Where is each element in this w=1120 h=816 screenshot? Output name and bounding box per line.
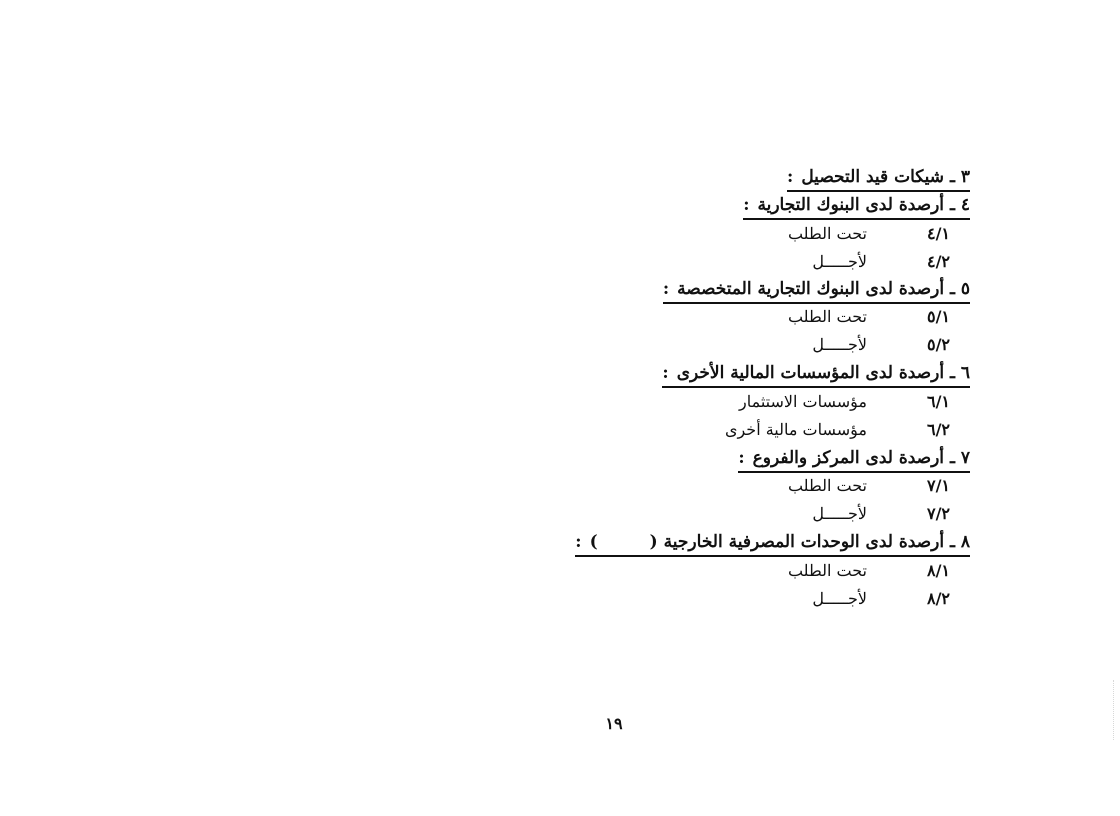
section-7-heading <box>738 447 970 473</box>
section-8-blank <box>590 531 658 553</box>
section-5-title: ٥ ـ أرصدة لدى البنوك التجارية المتخصصة <box>677 279 970 299</box>
item-label: مؤسسات الاستثمار <box>738 392 867 411</box>
list-item <box>700 474 960 498</box>
item-number: ٧/٢ <box>926 504 950 523</box>
item-label: لأجـــــل <box>812 504 867 523</box>
section-4-colon: : <box>743 195 750 215</box>
list-item <box>700 390 960 414</box>
item-label: مؤسسات مالية أخرى <box>724 420 867 439</box>
list-item <box>700 305 960 329</box>
list-item <box>700 587 960 611</box>
item-label: لأجـــــل <box>812 589 867 608</box>
item-label: تحت الطلب <box>787 307 867 326</box>
list-item <box>700 222 960 246</box>
item-number: ٨/١ <box>926 561 950 580</box>
item-number: ٧/١ <box>926 476 950 495</box>
section-5-colon: : <box>662 279 670 299</box>
list-item <box>700 333 960 357</box>
item-number: ٦/٢ <box>926 420 950 439</box>
item-label: تحت الطلب <box>787 561 867 580</box>
item-number: ٨/٢ <box>926 589 950 608</box>
section-4-title: ٤ ـ أرصدة لدى البنوك التجارية <box>757 195 970 215</box>
item-number: ٤/١ <box>926 224 950 243</box>
item-label: تحت الطلب <box>787 224 867 243</box>
section-7-title: ٧ ـ أرصدة لدى المركز والفروع <box>752 448 970 468</box>
section-3-heading <box>787 166 970 192</box>
section-6-title: ٦ ـ أرصدة لدى المؤسسات المالية الأخرى <box>676 363 970 383</box>
section-4-heading <box>743 194 970 220</box>
scan-margin-marks <box>1111 680 1114 740</box>
item-label: تحت الطلب <box>787 476 867 495</box>
section-3-title: ٣ ـ شيكات قيد التحصيل <box>801 167 970 187</box>
paren-close: ) <box>589 532 598 552</box>
item-number: ٥/١ <box>926 307 950 326</box>
item-number: ٥/٢ <box>926 335 950 354</box>
list-item <box>700 250 960 274</box>
section-6-colon: : <box>662 363 669 383</box>
section-8-title: ٨ ـ أرصدة لدى الوحدات المصرفية الخارجية <box>663 532 970 552</box>
item-number: ٦/١ <box>926 392 950 411</box>
section-8-colon: : <box>575 532 582 552</box>
section-6-heading <box>662 362 970 388</box>
list-item <box>700 418 960 442</box>
section-8-heading <box>575 531 970 557</box>
item-label: لأجـــــل <box>812 252 867 271</box>
list-item <box>700 502 960 526</box>
section-5-heading <box>663 278 970 304</box>
page-number: ١٩ <box>605 714 623 733</box>
list-item <box>700 559 960 583</box>
item-label: لأجـــــل <box>812 335 867 354</box>
section-3-colon: : <box>787 167 794 187</box>
paren-open: ( <box>649 532 658 552</box>
section-7-colon: : <box>738 448 745 468</box>
item-number: ٤/٢ <box>926 252 950 271</box>
